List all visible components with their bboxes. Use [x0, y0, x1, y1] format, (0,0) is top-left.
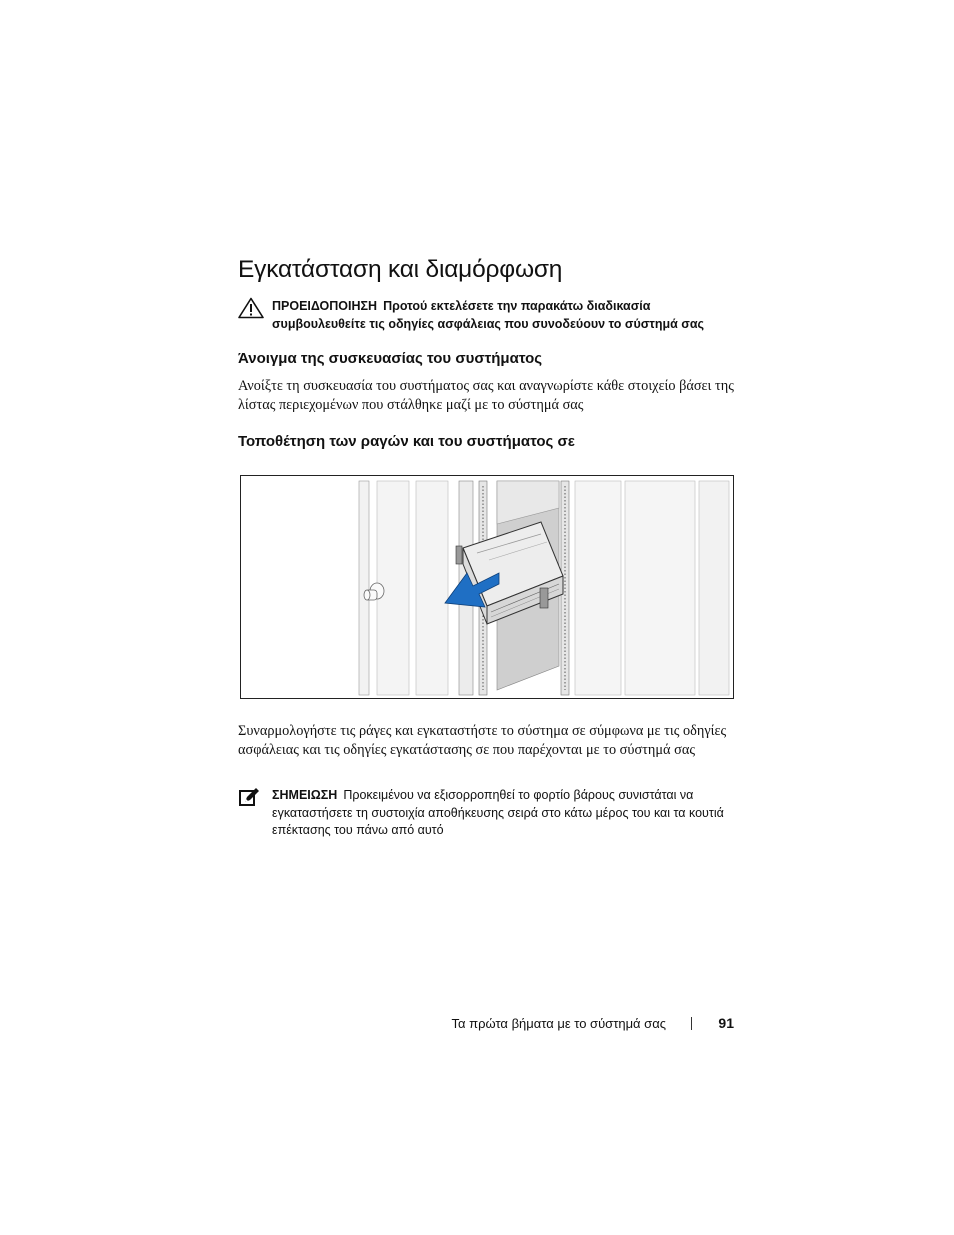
warning-triangle-icon [238, 297, 264, 324]
note-text: Προκειμένου να εξισορροπηθεί το φορτίο βάρους συνιστάται να εγκαταστήσετε τη συστοιχία αποθήκευσης σειρά στο κάτω μέρος του και τα κουτιά επέκτασης του πάνω από αυτό [272, 788, 724, 837]
section-heading-unpack: Άνοιγμα της συσκευασίας του συστήματος [238, 350, 543, 367]
section-heading-rails: Τοποθέτηση των ραγών και του συστήματος σε [238, 433, 575, 450]
unpack-paragraph: Ανοίξτε τη συσκευασία του συστήματος σας και αναγνωρίστε κάθε στοιχείο βάσει της λίστας περιεχομένων που στάλθηκε μαζί με το σύστημά σας [238, 378, 734, 413]
warning-text: Προτού εκτελέσετε την παρακάτω διαδικασία συμβουλευθείτε τις οδηγίες ασφάλειας που συνοδεύουν το σύστημά σας [272, 299, 705, 331]
rails-paragraph: Συναρμολογήστε τις ράγες και εγκαταστήστε το σύστημα σε σύμφωνα με τις οδηγίες ασφάλειας και τις οδηγίες εγκατάστασης σε που παρέχονται με το σύστημά σας [238, 723, 727, 758]
note-pencil-icon [238, 787, 260, 814]
page-title: Εγκατάσταση και διαμόρφωση [238, 256, 563, 283]
footer-text: Τα πρώτα βήματα με το σύστημά σας [451, 1016, 666, 1031]
page-footer [440, 1015, 734, 1035]
page-number: 91 [718, 1015, 734, 1031]
warning-label: ΠΡΟΕΙΔΟΠΟΙΗΣΗ [272, 299, 378, 313]
rack-installation-illustration [240, 475, 734, 699]
note-label: ΣΗΜΕΙΩΣΗ [272, 788, 338, 802]
footer-separator [691, 1017, 692, 1030]
